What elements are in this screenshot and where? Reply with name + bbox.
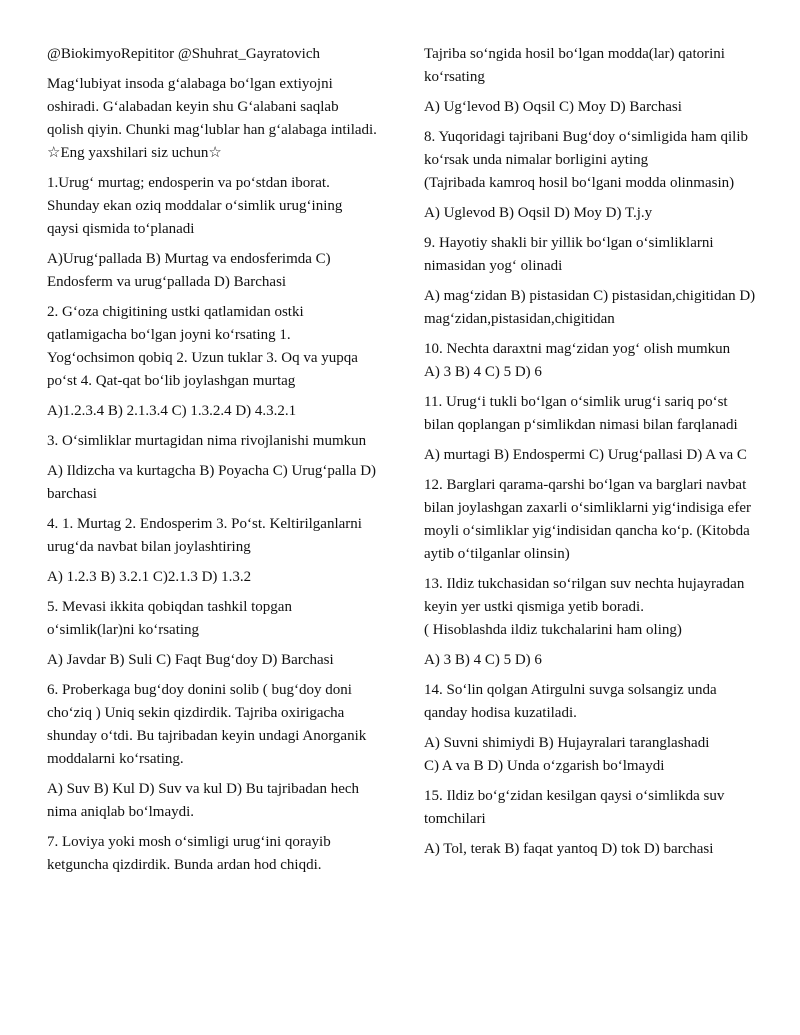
question-4: 4. 1. Murtag 2. Endosperim 3. Po‘st. Keltirilganlarni urug‘da navbat bilan joylashtiring [47, 516, 362, 555]
question-1: 1.Urug‘ murtag; endosperin va po‘stdan iborat. Shunday ekan oziq moddalar o‘simlik urug‘ining qaysi qismida to‘planadi [47, 175, 343, 237]
intro-quote: Mag‘lubiyat insoda g‘alabaga bo‘lgan extiyojni oshiradi. G‘alabadan keyin shu G‘alabani saqlab qolish qiyin. Chunki mag‘lublar han g‘alabaga intiladi. ☆Eng yaxshilari siz uchun☆ [47, 76, 377, 161]
question-9-options: A) mag‘zidan B) pistasidan C) pistasidan,chigitidan D) mag‘zidan,pistasidan,chigitidan [424, 288, 756, 327]
question-5: 5. Mevasi ikkita qobiqdan tashkil topgan o‘simlik(lar)ni ko‘rsating [47, 599, 292, 638]
left-column [47, 43, 377, 884]
question-6-options: A) Suv B) Kul D) Suv va kul D) Bu tajribadan hech nima aniqlab bo‘lmaydi. [47, 781, 360, 820]
question-7: 7. Loviya yoki mosh o‘simligi urug‘ini qorayib ketguncha qizdirdik. Bunda ardan hod chiqdi. [47, 834, 331, 873]
right-column [424, 43, 759, 868]
question-11: 11. Urug‘i tukli bo‘lgan o‘simlik urug‘i sariq po‘st bilan qoplangan p‘simlikdan nimasi bilan farqlanadi [424, 394, 738, 433]
question-3: 3. O‘simliklar murtagidan nima rivojlanishi mumkun [47, 433, 367, 449]
question-8: 8. Yuqoridagi tajribani Bug‘doy o‘simligida ham qilib ko‘rsak unda nimalar borligini ayting (Tajribada kamroq hosil bo‘lgani modda olinmasin) [424, 129, 748, 191]
question-2-options: A)1.2.3.4 B) 2.1.3.4 C) 1.3.2.4 D) 4.3.2.1 [47, 403, 297, 419]
question-13: 13. Ildiz tukchasidan so‘rilgan suv nechta hujayradan keyin yer ustki qismiga yetib boradi. ( Hisoblashda ildiz tukchalarini ham oling) [424, 576, 745, 638]
question-13-options: A) 3 B) 4 C) 5 D) 6 [424, 652, 542, 668]
question-14-options: A) Suvni shimiydi B) Hujayralari taranglashadi C) A va B D) Unda o‘zgarish bo‘lmaydi [424, 735, 710, 774]
question-7-continued: Tajriba so‘ngida hosil bo‘lgan modda(lar) qatorini ko‘rsating [424, 46, 725, 85]
question-3-options: A) Ildizcha va kurtagcha B) Poyacha C) Urug‘palla D) barchasi [47, 463, 377, 502]
question-8-options: A) Uglevod B) Oqsil D) Moy D) T.j.y [424, 205, 653, 221]
question-1-options: A)Urug‘pallada B) Murtag va endosferimda C) Endosferm va urug‘pallada D) Barchasi [47, 251, 331, 290]
question-2: 2. G‘oza chigitining ustki qatlamidan ostki qatlamigacha bo‘lgan joyni ko‘rsating 1. Yog‘ochsimon qobiq 2. Uzun tuklar 3. Oq va yupqa po‘st 4. Qat-qat bo‘lib joylashgan murtag [47, 304, 358, 389]
question-9: 9. Hayotiy shakli bir yillik bo‘lgan o‘simliklarni nimasidan yog‘ olinadi [424, 235, 714, 274]
question-15-options: A) Tol, terak B) faqat yantoq D) tok D) barchasi [424, 841, 714, 857]
question-10: 10. Nechta daraxtni mag‘zidan yog‘ olish mumkun A) 3 B) 4 C) 5 D) 6 [424, 341, 731, 380]
question-7-options: A) Ug‘levod B) Oqsil C) Moy D) Barchasi [424, 99, 682, 115]
question-4-options: A) 1.2.3 B) 3.2.1 C)2.1.3 D) 1.3.2 [47, 569, 252, 585]
question-12: 12. Barglari qarama-qarshi bo‘lgan va barglari navbat bilan joylashgan zaxarli o‘simliklarni yig‘indisiga efer moyli o‘simliklar yig‘indisidan qancha ko‘p. (Kitobda aytib o‘tilganlar olinsin) [424, 477, 751, 562]
question-14: 14. So‘lin qolgan Atirgulni suvga solsangiz unda qanday hodisa kuzatiladi. [424, 682, 717, 721]
question-6: 6. Proberkaga bug‘doy donini solib ( bug‘doy doni cho‘ziq ) Uniq sekin qizdirdik. Tajriba oxirigacha shunday o‘tdi. Bu tajribadan keyin undagi Anorganik moddalarni ko‘rsating. [47, 682, 367, 767]
question-15: 15. Ildiz bo‘g‘zidan kesilgan qaysi o‘simlikda suv tomchilari [424, 788, 725, 827]
question-11-options: A) murtagi B) Endospermi C) Urug‘pallasi D) A va C [424, 447, 747, 463]
question-5-options: A) Javdar B) Suli C) Faqt Bug‘doy D) Barchasi [47, 652, 334, 668]
author-handles: @BiokimyoRepititor @Shuhrat_Gayratovich [47, 46, 321, 62]
